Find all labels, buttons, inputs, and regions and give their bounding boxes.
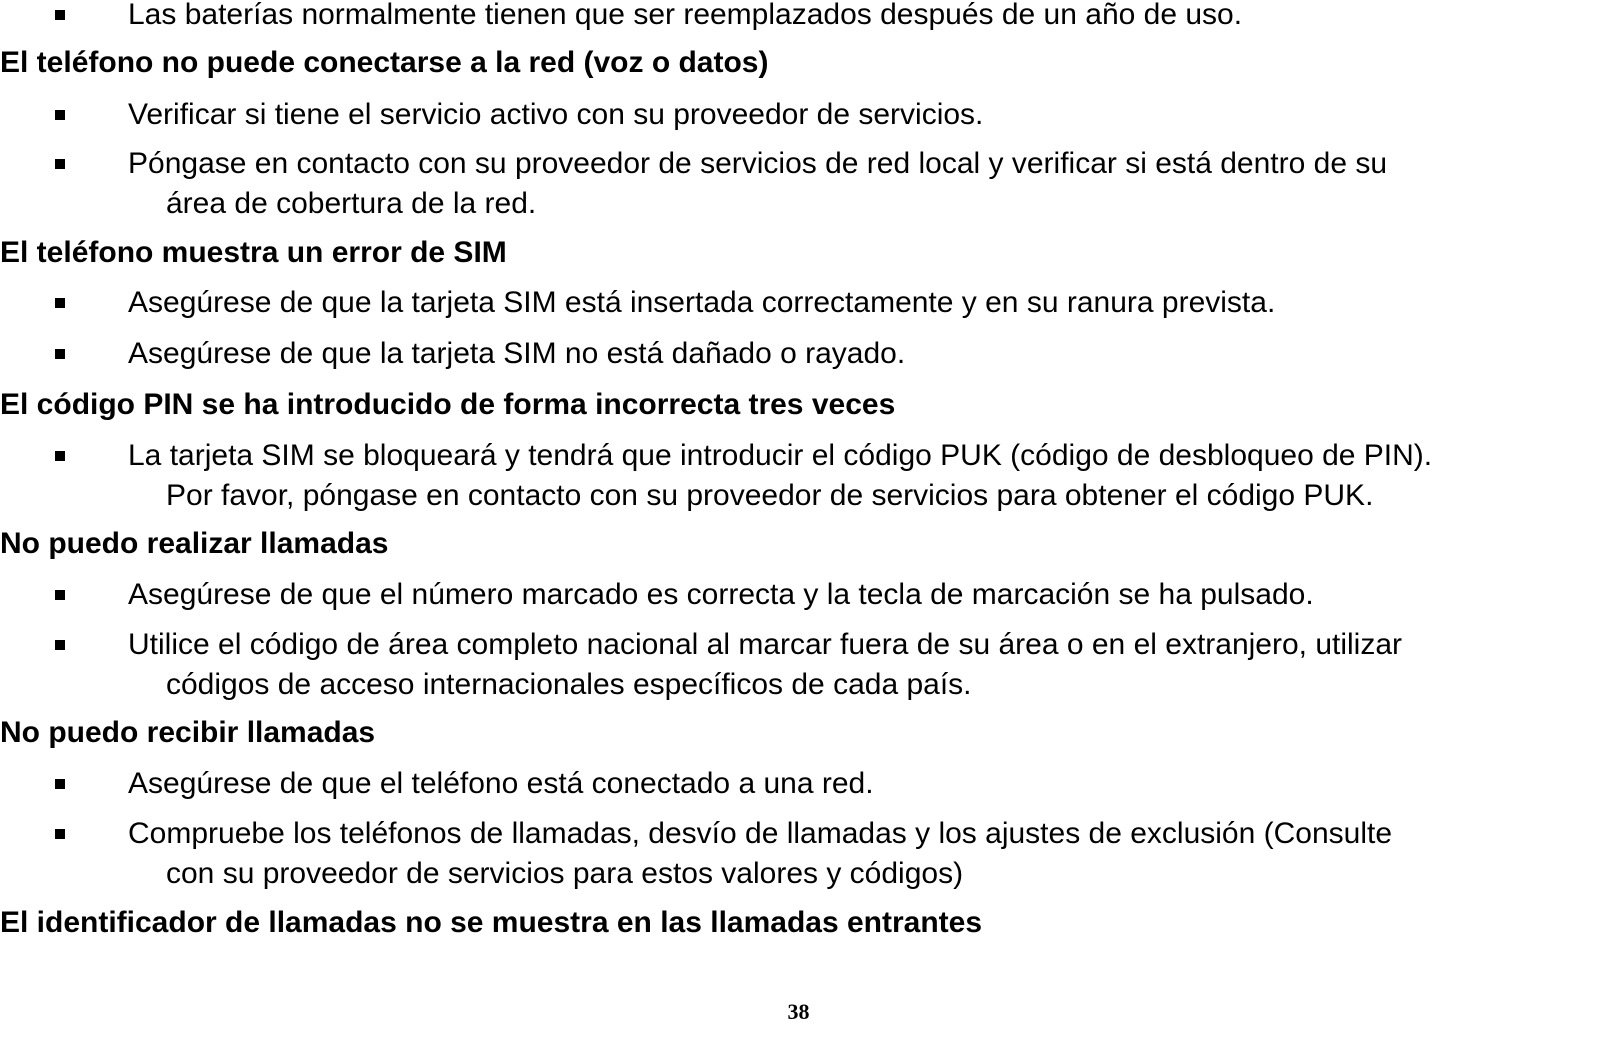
item-text: Utilice el código de área completo nacional al marcar fuera de su área o en el extranjero, utilizar: [128, 628, 1403, 661]
item-text: Asegúrese de que la tarjeta SIM está insertada correctamente y en su ranura prevista.: [128, 286, 1276, 319]
bullet-icon: [55, 349, 65, 359]
list-item: [128, 575, 1314, 615]
item-text: Compruebe los teléfonos de llamadas, desvío de llamadas y los ajustes de exclusión (Consulte: [128, 817, 1393, 850]
page-number: 38: [787, 999, 810, 1024]
list-item: [128, 764, 874, 804]
item-text: Asegúrese de que el teléfono está conectado a una red.: [128, 767, 874, 800]
section-heading: El código PIN se ha introducido de forma incorrecta tres veces: [0, 388, 896, 421]
bullet-icon: [55, 829, 65, 839]
list-item: [128, 283, 1275, 323]
item-text: Asegúrese de que la tarjeta SIM no está dañado o rayado.: [128, 337, 906, 370]
list-item: [128, 436, 1432, 516]
item-text-continuation: área de cobertura de la red.: [166, 187, 537, 220]
list-item: [128, 95, 983, 135]
list-item: [128, 144, 1387, 224]
item-text-continuation: códigos de acceso internacionales específicos de cada país.: [166, 668, 972, 701]
section-heading: El teléfono no puede conectarse a la red (voz o datos): [0, 46, 769, 79]
section-heading: No puedo recibir llamadas: [0, 716, 376, 749]
bullet-icon: [55, 640, 65, 650]
section-heading: El teléfono muestra un error de SIM: [0, 236, 507, 269]
bullet-icon: [55, 159, 65, 169]
list-item: [128, 625, 1402, 705]
section-heading: El identificador de llamadas no se muestra en las llamadas entrantes: [0, 906, 983, 939]
list-item: [128, 814, 1392, 894]
bullet-icon: [55, 10, 65, 20]
list-item: [128, 334, 905, 374]
item-text: La tarjeta SIM se bloqueará y tendrá que introducir el código PUK (código de desbloqueo de PIN).: [128, 439, 1433, 472]
list-item: [128, 0, 1242, 35]
item-text-continuation: Por favor, póngase en contacto con su proveedor de servicios para obtener el código PUK.: [166, 479, 1374, 512]
item-text: Póngase en contacto con su proveedor de servicios de red local y verificar si está dentro de su: [128, 147, 1388, 180]
item-text: Verificar si tiene el servicio activo con su proveedor de servicios.: [128, 98, 984, 131]
section-heading: No puedo realizar llamadas: [0, 527, 389, 560]
bullet-icon: [55, 110, 65, 120]
bullet-icon: [55, 779, 65, 789]
bullet-icon: [55, 451, 65, 461]
item-text: Asegúrese de que el número marcado es correcta y la tecla de marcación se ha pulsado.: [128, 578, 1314, 611]
bullet-icon: [55, 590, 65, 600]
item-text: Las baterías normalmente tienen que ser reemplazados después de un año de uso.: [128, 0, 1243, 31]
item-text-continuation: con su proveedor de servicios para estos valores y códigos): [166, 857, 964, 890]
bullet-icon: [55, 298, 65, 308]
